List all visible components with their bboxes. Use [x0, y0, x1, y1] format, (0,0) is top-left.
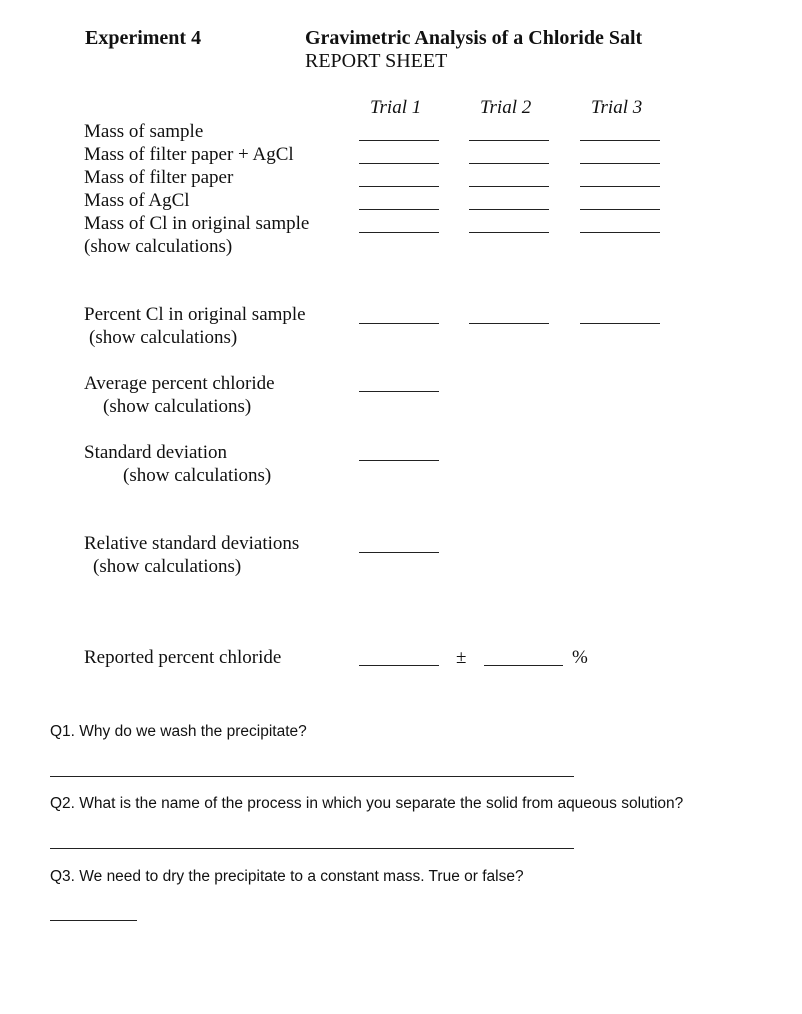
blank-mass-agcl-trial-1[interactable] — [359, 209, 439, 210]
blank-mass-cl-trial-3[interactable] — [580, 232, 660, 233]
blank-mass-agcl-trial-3[interactable] — [580, 209, 660, 210]
question-2: Q2. What is the name of the process in which you separate the solid from aqueous solution? — [50, 795, 684, 812]
blank-mass-filter-trial-3[interactable] — [580, 186, 660, 187]
report-subtitle: REPORT SHEET — [305, 50, 448, 72]
blank-percent-cl-trial-1[interactable] — [359, 323, 439, 324]
blank-rsd[interactable] — [359, 552, 439, 553]
blank-percent-cl-trial-2[interactable] — [469, 323, 549, 324]
answer-line-question-3[interactable] — [50, 920, 137, 921]
blank-stdev[interactable] — [359, 460, 439, 461]
label-mass-filter: Mass of filter paper — [84, 167, 234, 188]
answer-line-question-1[interactable] — [50, 776, 574, 777]
plus-minus-sign: ± — [456, 647, 467, 668]
label-rsd-calc: (show calculations) — [93, 556, 242, 577]
blank-mass-filter-trial-1[interactable] — [359, 186, 439, 187]
question-1: Q1. Why do we wash the precipitate? — [50, 723, 307, 740]
report-title: Gravimetric Analysis of a Chloride Salt — [305, 27, 643, 49]
question-3: Q3. We need to dry the precipitate to a constant mass. True or false? — [50, 868, 524, 885]
label-reported: Reported percent chloride — [84, 647, 282, 668]
blank-mass-filter-agcl-trial-1[interactable] — [359, 163, 439, 164]
trial-1-heading: Trial 1 — [370, 97, 422, 118]
percent-sign: % — [572, 647, 588, 668]
label-percent-cl-calc: (show calculations) — [89, 327, 238, 348]
blank-mass-filter-agcl-trial-2[interactable] — [469, 163, 549, 164]
blank-mass-sample-trial-1[interactable] — [359, 140, 439, 141]
label-stdev-calc: (show calculations) — [123, 465, 272, 486]
label-mass-cl: Mass of Cl in original sample — [84, 213, 310, 234]
blank-mass-cl-trial-1[interactable] — [359, 232, 439, 233]
trial-2-heading: Trial 2 — [480, 97, 532, 118]
answer-line-question-2[interactable] — [50, 848, 574, 849]
label-stdev: Standard deviation — [84, 442, 227, 463]
blank-reported-value[interactable] — [359, 665, 439, 666]
blank-mass-agcl-trial-2[interactable] — [469, 209, 549, 210]
label-rsd: Relative standard deviations — [84, 533, 300, 554]
blank-mass-filter-agcl-trial-3[interactable] — [580, 163, 660, 164]
label-mass-filter-agcl: Mass of filter paper + AgCl — [84, 144, 294, 165]
blank-mass-sample-trial-3[interactable] — [580, 140, 660, 141]
label-mass-cl-calc: (show calculations) — [84, 236, 233, 257]
blank-mass-sample-trial-2[interactable] — [469, 140, 549, 141]
trial-3-heading: Trial 3 — [591, 97, 643, 118]
label-mass-agcl: Mass of AgCl — [84, 190, 190, 211]
blank-mass-filter-trial-2[interactable] — [469, 186, 549, 187]
blank-percent-cl-trial-3[interactable] — [580, 323, 660, 324]
experiment-number: Experiment 4 — [85, 27, 202, 49]
blank-mass-cl-trial-2[interactable] — [469, 232, 549, 233]
label-percent-cl: Percent Cl in original sample — [84, 304, 306, 325]
label-average: Average percent chloride — [84, 373, 275, 394]
label-average-calc: (show calculations) — [103, 396, 252, 417]
blank-average[interactable] — [359, 391, 439, 392]
label-mass-sample: Mass of sample — [84, 121, 204, 142]
blank-reported-uncertainty[interactable] — [484, 665, 563, 666]
